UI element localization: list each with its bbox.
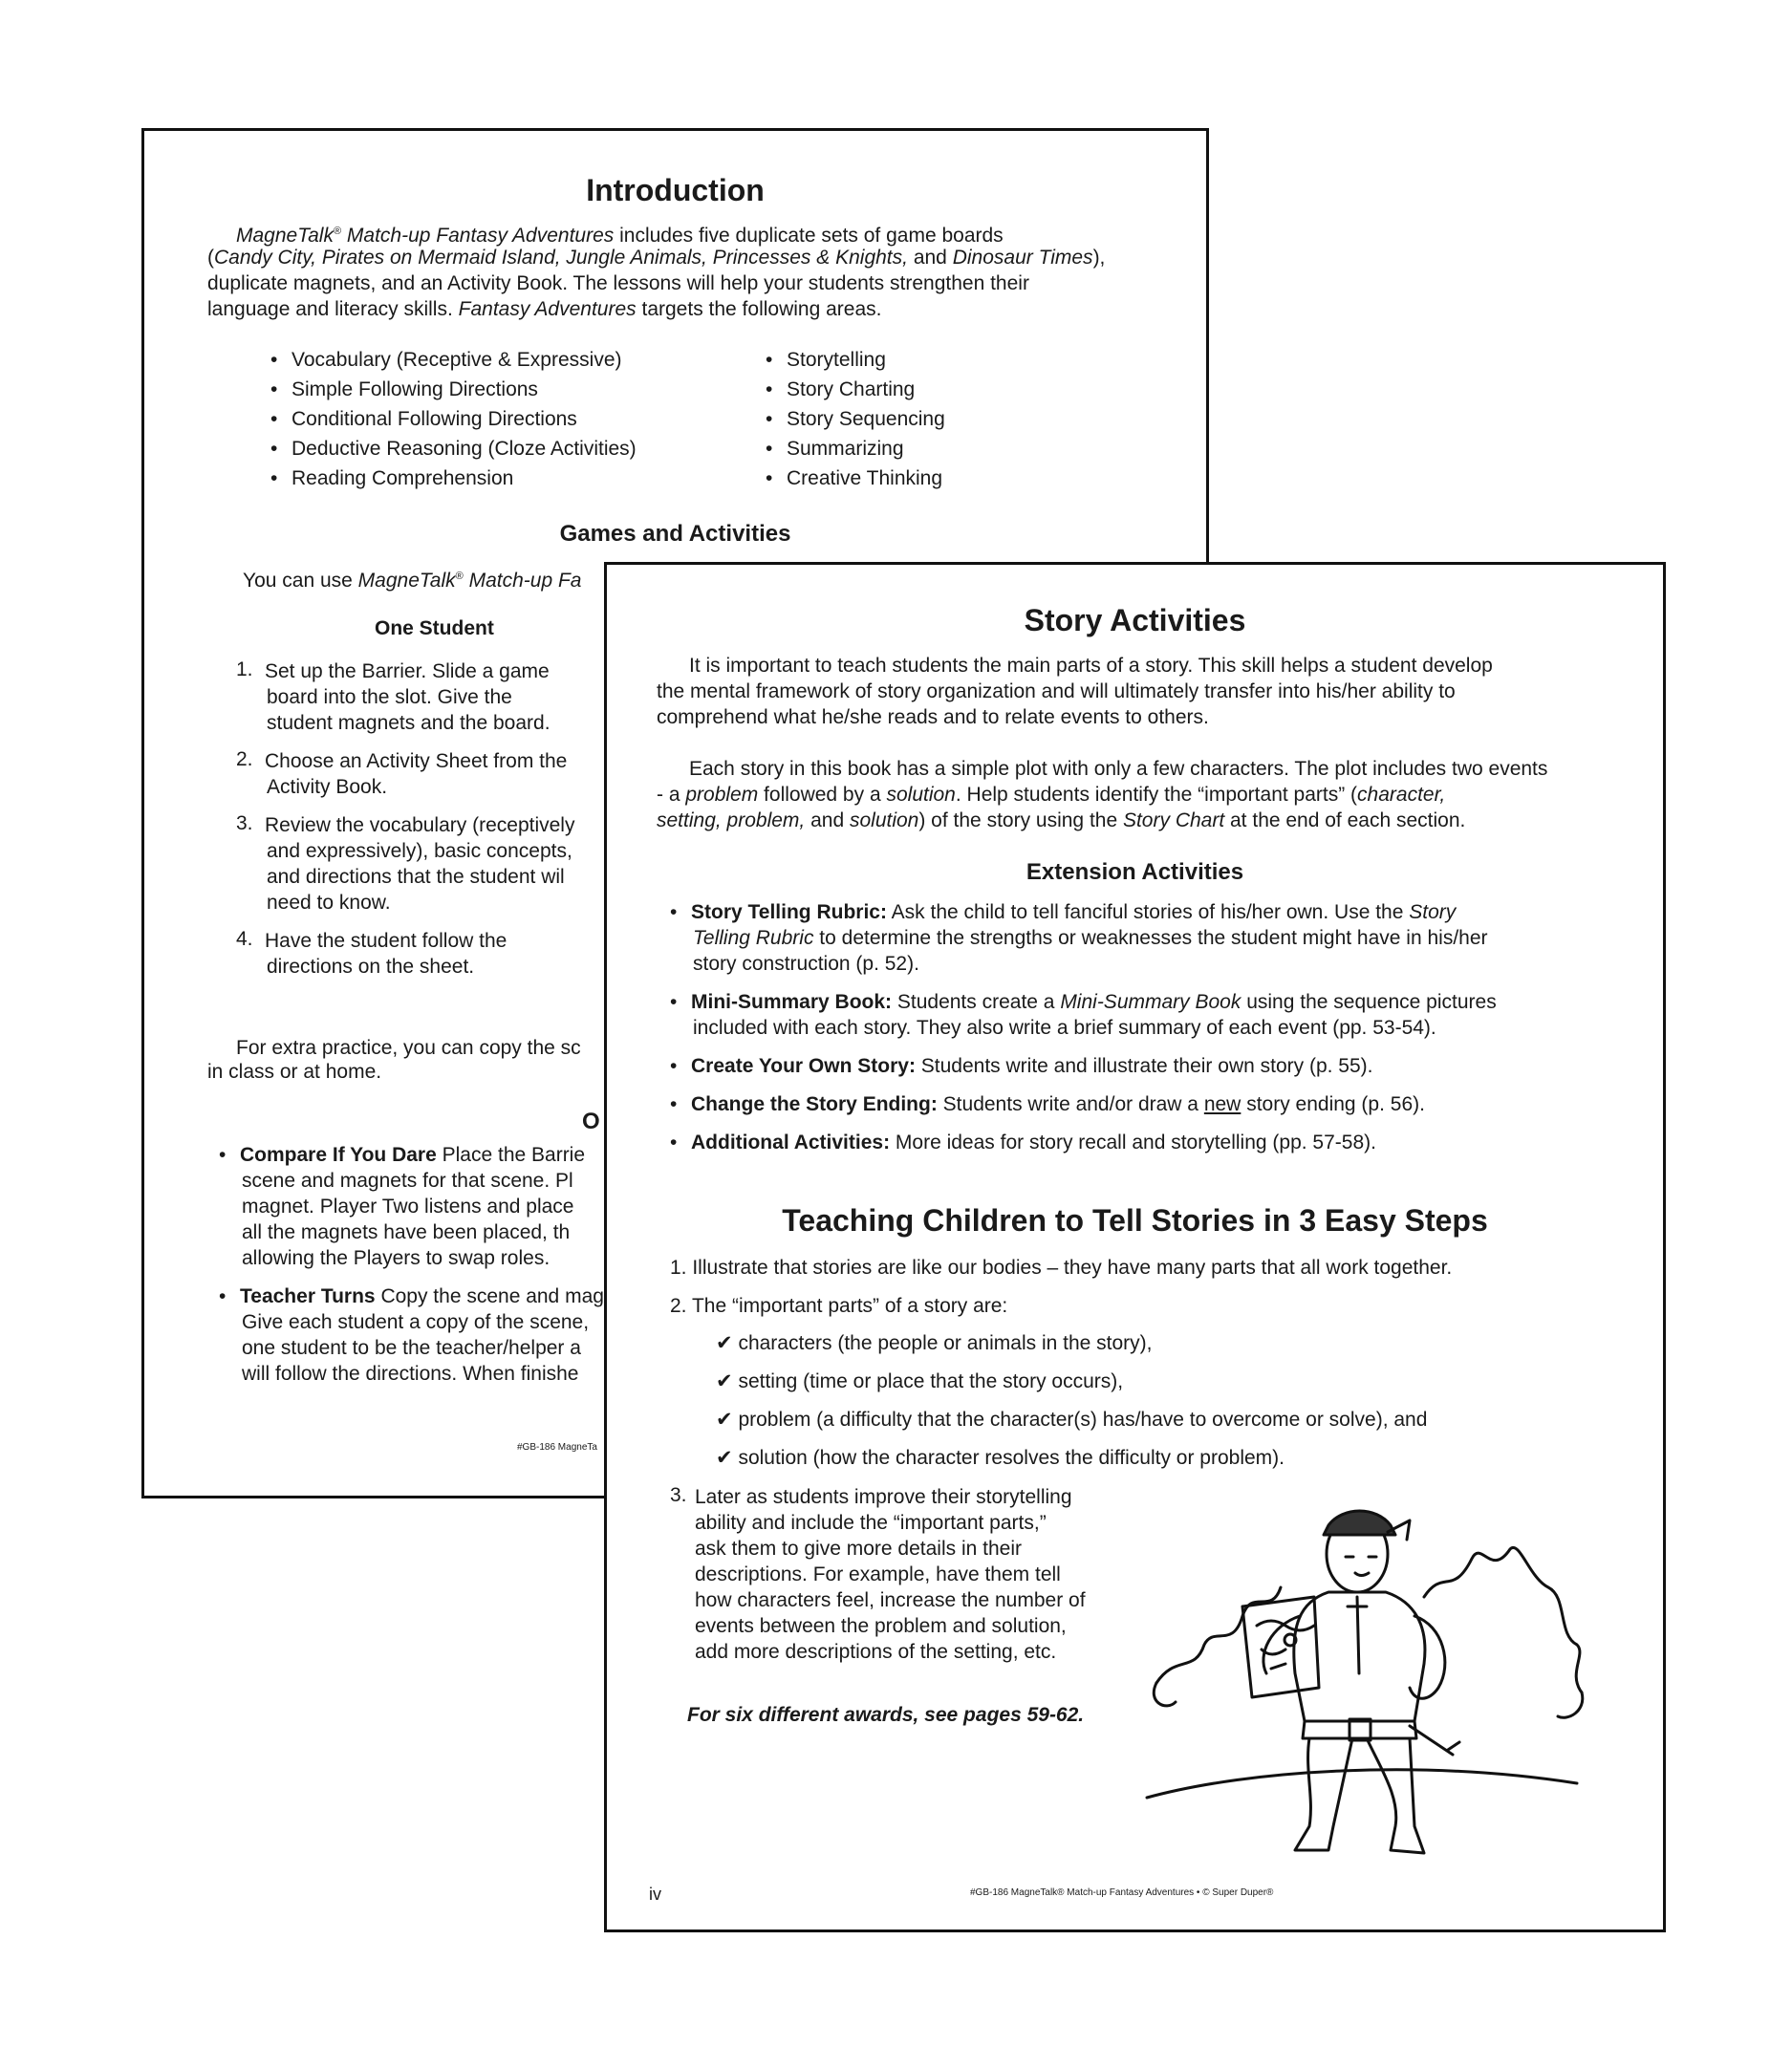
teacher-item: • Teacher Turns Copy the scene and mag: [240, 1283, 604, 1309]
step-line: and directions that the student wil: [267, 866, 565, 888]
step-line: Review the vocabulary (receptively: [265, 814, 575, 836]
step-line: board into the slot. Give the: [267, 686, 512, 708]
check-item: ✔ problem (a difficulty that the character(s) has/have to overcome or solve), and: [716, 1409, 1428, 1431]
check-icon: ✔: [716, 1447, 733, 1469]
step-line: and expressively), basic concepts,: [267, 840, 572, 862]
extra-practice-line-2: in class or at home.: [207, 1061, 382, 1083]
intro-line-2: (Candy City, Pirates on Mermaid Island, Jungle Animals, Princesses & Knights, and Dinosaur Times),: [207, 247, 1106, 269]
intro-line-4: language and literacy skills. Fantasy Adventures targets the following areas.: [207, 298, 882, 320]
compare-line: allowing the Players to swap roles.: [242, 1247, 551, 1269]
teaching-step-3-line: ability and include the “important parts,”: [695, 1512, 1047, 1534]
check-item: ✔ setting (time or place that the story occurs),: [716, 1370, 1124, 1392]
list-item: • Summarizing: [787, 436, 904, 462]
step-number: 3.: [236, 812, 253, 834]
list-item: • Creative Thinking: [787, 465, 942, 491]
step-line: need to know.: [267, 892, 391, 914]
step-line: Have the student follow the: [265, 930, 507, 952]
step-number: 3.: [670, 1484, 687, 1506]
compare-line: magnet. Player Two listens and place: [242, 1196, 574, 1218]
awards-note: For six different awards, see pages 59-62.: [687, 1704, 1085, 1726]
teacher-line: one student to be the teacher/helper a: [242, 1337, 581, 1359]
extra-practice-line-1: For extra practice, you can copy the sc: [236, 1037, 581, 1059]
step-line: Activity Book.: [267, 776, 388, 798]
one-student-heading: One Student: [375, 617, 494, 639]
step-line: Choose an Activity Sheet from the: [265, 750, 568, 772]
teacher-line: Give each student a copy of the scene,: [242, 1311, 590, 1333]
pirate-illustration: [1137, 1482, 1587, 1865]
list-item: • Simple Following Directions: [291, 377, 538, 402]
teaching-step-3-line: events between the problem and solution,: [695, 1615, 1067, 1637]
extension-heading: Extension Activities: [1026, 859, 1244, 885]
list-item: • Vocabulary (Receptive & Expressive): [291, 347, 622, 373]
teaching-step-3-line: Later as students improve their storytelling: [695, 1486, 1072, 1508]
extension-line: story construction (p. 52).: [693, 953, 919, 975]
other-heading-partial: O: [582, 1109, 600, 1134]
teaching-step-3-line: add more descriptions of the setting, etc.: [695, 1641, 1057, 1663]
extension-item: • Create Your Own Story: Students write and illustrate their own story (p. 55).: [691, 1053, 1373, 1079]
page-title: Story Activities: [1024, 603, 1246, 637]
page-title: Introduction: [586, 173, 765, 207]
compare-line: all the magnets have been placed, th: [242, 1221, 571, 1243]
compare-line: scene and magnets for that scene. Pl: [242, 1170, 573, 1192]
extension-item: • Change the Story Ending: Students write and/or draw a new story ending (p. 56).: [691, 1091, 1425, 1117]
step-number: 2.: [236, 748, 253, 770]
back-footer: #GB-186 MagneTa: [517, 1442, 597, 1453]
intro-line-1: MagneTalk® Match-up Fantasy Adventures includes five duplicate sets of game boards: [236, 225, 1004, 247]
intro-line-3: duplicate magnets, and an Activity Book. The lessons will help your students strengthen their: [207, 272, 1029, 294]
check-item: ✔ characters (the people or animals in the story),: [716, 1332, 1153, 1354]
games-heading: Games and Activities: [559, 521, 791, 547]
paragraph-line: - a problem followed by a solution. Help students identify the “important parts” (character,: [657, 784, 1446, 806]
list-item: • Conditional Following Directions: [291, 406, 577, 432]
paragraph-line: comprehend what he/she reads and to relate events to others.: [657, 706, 1209, 728]
step-line: student magnets and the board.: [267, 712, 551, 734]
extension-line: included with each story. They also write a brief summary of each event (pp. 53-54).: [693, 1017, 1436, 1039]
extension-item: • Additional Activities: More ideas for story recall and storytelling (pp. 57-58).: [691, 1130, 1376, 1155]
list-item: • Storytelling: [787, 347, 886, 373]
check-icon: ✔: [716, 1409, 733, 1431]
teaching-step-2: 2. The “important parts” of a story are:: [670, 1295, 1008, 1317]
list-item: • Story Charting: [787, 377, 915, 402]
extension-line: Telling Rubric to determine the strengths or weaknesses the student might have in his/her: [693, 927, 1488, 949]
teaching-heading: Teaching Children to Tell Stories in 3 Easy Steps: [782, 1203, 1488, 1238]
teaching-step-3-line: how characters feel, increase the number of: [695, 1589, 1086, 1611]
extension-item: • Mini-Summary Book: Students create a Mini-Summary Book using the sequence pictures: [691, 989, 1497, 1015]
front-page: [604, 562, 1666, 1932]
teacher-line: will follow the directions. When finishe: [242, 1363, 579, 1385]
teaching-step-1: 1. Illustrate that stories are like our bodies – they have many parts that all work together.: [670, 1257, 1453, 1279]
step-number: 4.: [236, 928, 253, 950]
paragraph-line: It is important to teach students the main parts of a story. This skill helps a student develop: [689, 655, 1493, 677]
games-intro-line: You can use MagneTalk® Match-up Fa: [243, 570, 582, 592]
extension-item: • Story Telling Rubric: Ask the child to tell fanciful stories of his/her own. Use the Story: [691, 899, 1456, 925]
teaching-step-3-line: ask them to give more details in their: [695, 1538, 1022, 1560]
list-item: • Reading Comprehension: [291, 465, 513, 491]
list-item: • Story Sequencing: [787, 406, 945, 432]
paragraph-line: Each story in this book has a simple plot with only a few characters. The plot includes two events: [689, 758, 1548, 780]
compare-item: • Compare If You Dare Place the Barrie: [240, 1142, 585, 1168]
step-number: 1.: [236, 658, 253, 680]
step-line: Set up the Barrier. Slide a game: [265, 660, 550, 682]
check-icon: ✔: [716, 1332, 733, 1354]
list-item: • Deductive Reasoning (Cloze Activities): [291, 436, 637, 462]
check-icon: ✔: [716, 1370, 733, 1392]
page-number: iv: [649, 1885, 661, 1904]
front-footer: #GB-186 MagneTalk® Match-up Fantasy Adventures • © Super Duper®: [970, 1887, 1274, 1898]
paragraph-line: the mental framework of story organization and will ultimately transfer into his/her ability to: [657, 680, 1456, 702]
step-line: directions on the sheet.: [267, 956, 475, 978]
paragraph-line: setting, problem, and solution) of the story using the Story Chart at the end of each section.: [657, 809, 1466, 831]
teaching-step-3-line: descriptions. For example, have them tell: [695, 1563, 1061, 1585]
check-item: ✔ solution (how the character resolves the difficulty or problem).: [716, 1447, 1285, 1469]
